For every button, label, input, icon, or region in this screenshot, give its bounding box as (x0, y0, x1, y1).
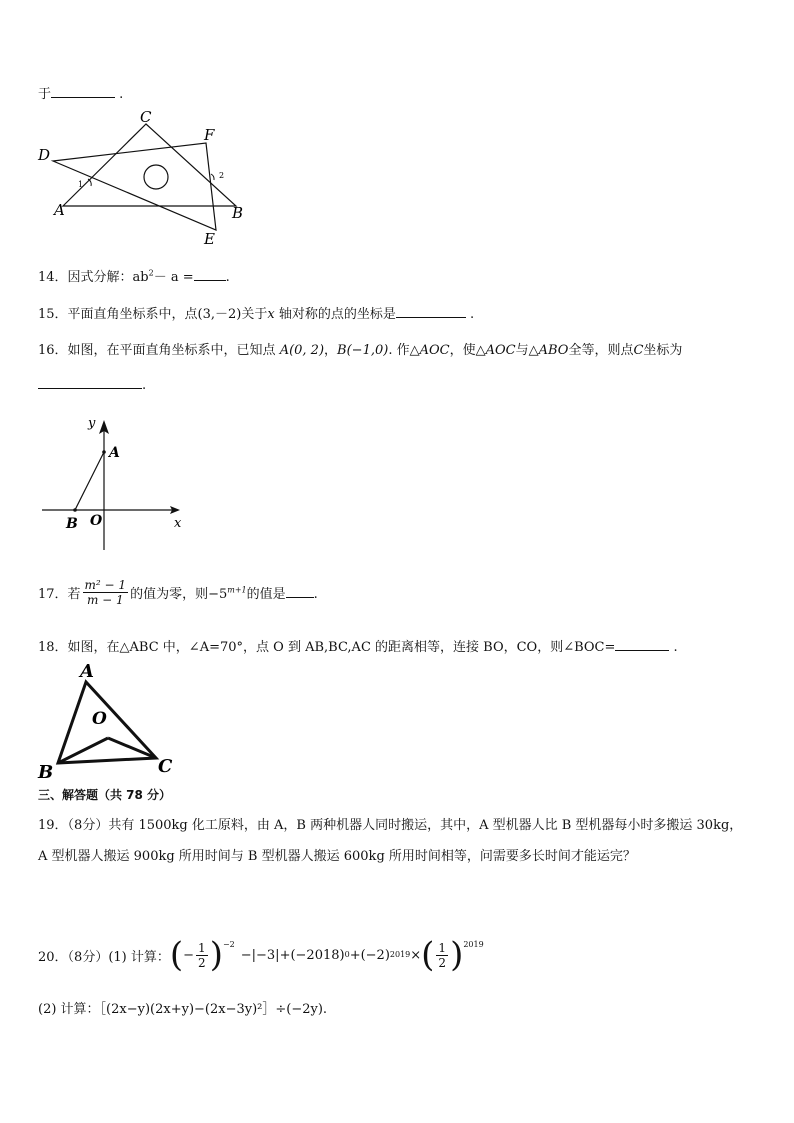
answer-blank[interactable] (51, 85, 115, 98)
label-a: A (54, 201, 65, 219)
question-19-line1: 19．（8分）共有 1500kg 化工原料，由 A，B 两种机器人同时搬运，其中，A 型机器人比 B 型机器每小时多搬运 30kg， (38, 818, 743, 833)
q13-prefix: 于 (38, 87, 52, 102)
answer-blank[interactable] (286, 585, 314, 598)
answer-blank[interactable] (396, 305, 466, 318)
fraction-half: $\frac{1}{2}$ (438, 940, 447, 970)
question-15: 15．平面直角坐标系中，点(3,－2)关于x 轴对称的点的坐标是 . (38, 307, 475, 322)
section-heading: 三、解答题（共 78 分） (38, 788, 172, 802)
q13-answer-line: 于 . (38, 87, 124, 102)
label-x-axis: x (174, 516, 182, 531)
label-b: B (66, 516, 78, 532)
answer-blank[interactable] (615, 638, 669, 651)
label-e: E (204, 230, 215, 248)
label-b: B (232, 204, 244, 222)
figure-triangles-q13 (36, 108, 248, 248)
label-y-axis: y (88, 416, 96, 431)
question-16: 16．如图，在平面直角坐标系中，已知点 A(0, 2)，B(−1,0). 作△AOC，使△AOC与△ABO全等，则点C坐标为 (38, 343, 683, 358)
label-o: O (92, 709, 107, 729)
label-a: A (109, 445, 120, 461)
angle-2-label: 2 (219, 171, 225, 180)
figure-coordinate-plane-q16 (38, 412, 188, 554)
label-b: B (38, 762, 54, 783)
figure-triangle-q18 (36, 660, 186, 784)
question-18: 18．如图，在△ABC 中，∠A=70°，点 O 到 AB,BC,AC 的距离相等，连接 BO，CO，则∠BOC= . (38, 640, 678, 655)
fraction: $\frac{\text{m² − 1}}{m - 1}$ (84, 578, 127, 607)
answer-blank[interactable] (194, 268, 226, 281)
question-16-answer-line: . (38, 376, 146, 393)
question-17: 17．若 $\frac{\text{m² − 1}}{m - 1}$ 的值为零，则$-5^{m+1}$的值是 . (38, 578, 318, 607)
angle-1-label: 1 (78, 180, 84, 189)
label-a: A (80, 661, 94, 682)
fraction-half: $\frac{1}{2}$ (198, 940, 206, 970)
label-c: C (140, 108, 152, 126)
label-o: O (90, 513, 103, 529)
label-d: D (38, 146, 51, 164)
label-f: F (204, 126, 215, 144)
question-14: 14．因式分解：$ab^2- a$ = . (38, 268, 230, 285)
question-20-part2: (2) 计算：［(2x−y)(2x+y)−(2x−3y)²］÷(−2y). (38, 1002, 328, 1017)
question-19-line2: A 型机器人搬运 900kg 所用时间与 B 型机器人搬运 600kg 所用时间相等，问需要多长时间才能运完？ (38, 849, 636, 864)
question-20-part1: 20．（8分）(1) 计算： ( − $\frac{1}{2}$ ) $^{-2}$ −|−3|+(−2018) 0 +(−2) 2019 × ( $\frac{1}{2}$ ) $^{2019}$ (38, 935, 484, 975)
answer-blank[interactable] (38, 376, 142, 389)
label-c: C (158, 756, 173, 777)
